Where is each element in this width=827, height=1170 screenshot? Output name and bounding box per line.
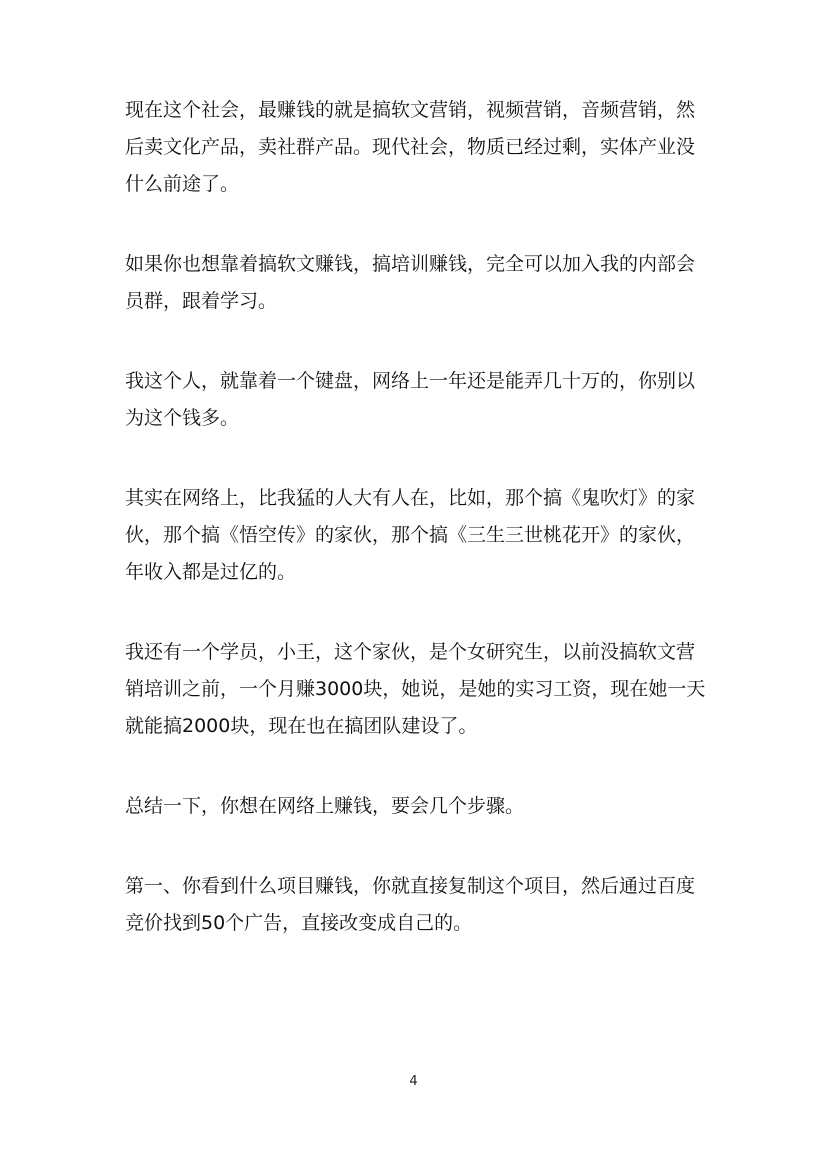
page-number: 4: [409, 1074, 418, 1089]
paragraph-7: 第一、你看到什么项目赚钱，你就直接复制这个项目，然后通过百度竞价找到50个广告，直接改变成自己的。: [125, 875, 696, 934]
paragraph-3: 我这个人，就靠着一个键盘，网络上一年还是能弄几十万的，你别以为这个钱多。: [125, 370, 696, 429]
paragraph-2: 如果你也想靠着搞软文赚钱，搞培训赚钱，完全可以加入我的内部会员群，跟着学习。: [125, 253, 696, 312]
document-body: [125, 92, 710, 985]
paragraph-6: 总结一下，你想在网络上赚钱，要会几个步骤。: [125, 795, 525, 817]
paragraph-4: 其实在网络上，比我猛的人大有人在，比如，那个搞《鬼吹灯》的家伙，那个搞《悟空传》的家伙，那个搞《三生三世桃花开》的家伙，年收入都是过亿的。: [125, 487, 696, 583]
paragraph-1: 现在这个社会，最赚钱的就是搞软文营销，视频营销，音频营销，然后卖文化产品，卖社群产品。现代社会，物质已经过剩，实体产业没什么前途了。: [125, 99, 696, 195]
paragraph-5: 我还有一个学员，小王，这个家伙，是个女研究生，以前没搞软文营销培训之前，一个月赚3000块，她说，是她的实习工资，现在她一天就能搞2000块，现在也在搞团队建设了。: [125, 641, 706, 737]
